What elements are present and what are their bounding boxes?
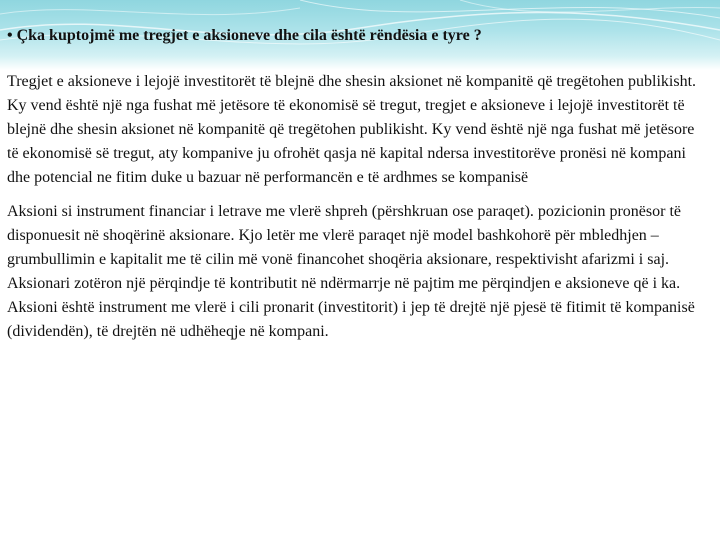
slide-body — [7, 70, 697, 344]
paragraph-share: Aksioni si instrument financiar i letrave me vlerë shpreh (përshkruan ose paraqet). pozicionin pronësor të disponuesit në shoqërinë aksionare. Kjo letër me vlerë paraqet një model bashkohorë për mbledhjen – grumbullimin e kapitalit me të cilin më vonë financohet shoqëria aksionare, respektivisht afarizmi i saj. Aksionari zotëron një përqindje të kontributit në ndërmarrje në pajtim me përqindjen e aksioneve që i ka. Aksioni është instrument me vlerë i cili pronarit (investitorit) i jep të drejtë një pjesë të fitimit të kompanisë (dividendën), të drejtën në udhëheqje në kompani. — [7, 203, 695, 340]
slide-title: • Çka kuptojmë me tregjet e aksioneve dhe cila është rëndësia e tyre ? — [7, 27, 482, 44]
paragraph-intro: Tregjet e aksioneve i lejojë investitorët të blejnë dhe shesin aksionet në kompanitë që tregëtohen publikisht. — [7, 73, 697, 90]
paragraph-market: Ky vend është një nga fushat më jetësore të ekonomisë së tregut, tregjet e aksioneve i lejojë investitorët të blejnë dhe shesin aksionet në kompanitë që tregëtohen publikisht. Ky vend është një nga fushat më jetësore të ekonomisë së tregut, aty kompanive ju ofrohët qasja në kapital ndersa investitorëve pronësi në kompani dhe potencial ne fitim duke u bazuar në performancën e të ardhmes se kompanisë — [7, 97, 695, 186]
